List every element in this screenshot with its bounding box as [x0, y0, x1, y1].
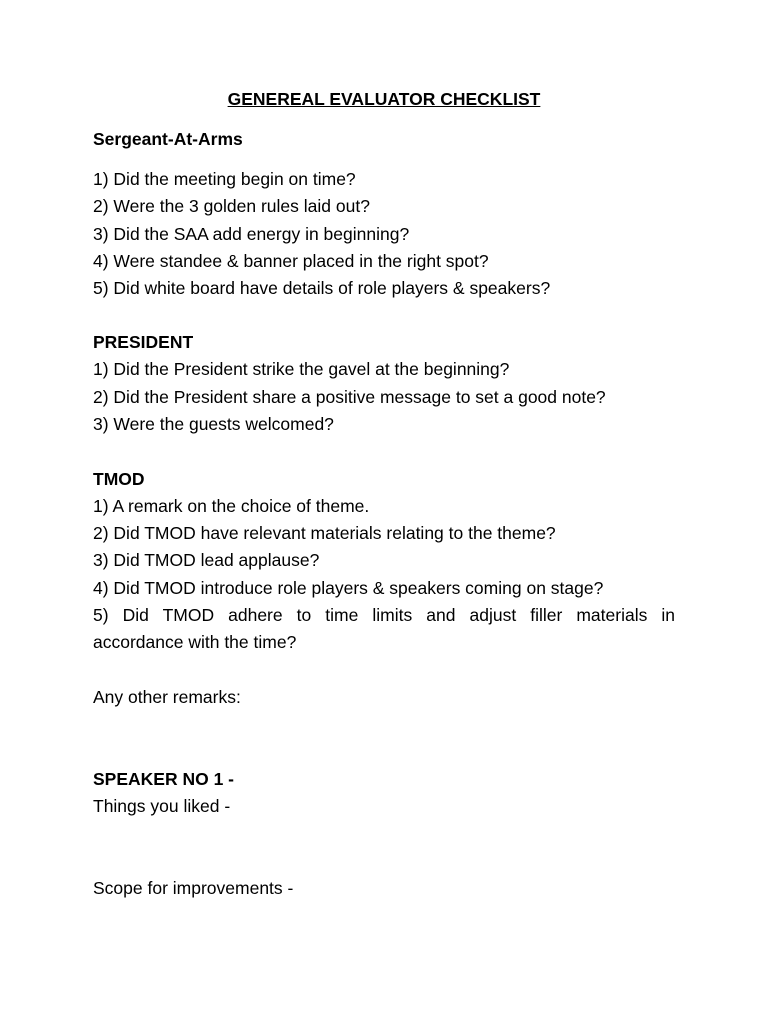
- section-heading-tmod: TMOD: [93, 469, 145, 489]
- speaker-heading: SPEAKER NO 1 -: [93, 769, 234, 789]
- checklist-item: 4) Were standee & banner placed in the right spot?: [93, 251, 489, 271]
- checklist-item: 5) Did TMOD adhere to time limits and adjust filler materials in: [93, 605, 675, 625]
- other-remarks-label: Any other remarks:: [93, 687, 241, 707]
- checklist-item: 4) Did TMOD introduce role players & speakers coming on stage?: [93, 578, 604, 598]
- checklist-item: 3) Were the guests welcomed?: [93, 414, 334, 434]
- checklist-item: 1) A remark on the choice of theme.: [93, 496, 370, 516]
- checklist-item: 5) Did white board have details of role players & speakers?: [93, 278, 551, 298]
- scope-for-improvements-label: Scope for improvements -: [93, 878, 294, 898]
- checklist-item: 2) Did the President share a positive message to set a good note?: [93, 387, 606, 407]
- checklist-item: 3) Did the SAA add energy in beginning?: [93, 224, 410, 244]
- checklist-item: 2) Were the 3 golden rules laid out?: [93, 196, 370, 216]
- things-liked-label: Things you liked -: [93, 796, 231, 816]
- page-title: GENEREAL EVALUATOR CHECKLIST: [227, 89, 541, 109]
- checklist-item: 3) Did TMOD lead applause?: [93, 550, 320, 570]
- checklist-item: 2) Did TMOD have relevant materials relating to the theme?: [93, 523, 556, 543]
- checklist-item: 1) Did the President strike the gavel at the beginning?: [93, 359, 510, 379]
- section-heading-president: PRESIDENT: [93, 332, 194, 352]
- checklist-item: 1) Did the meeting begin on time?: [93, 169, 356, 189]
- section-heading-saa: Sergeant-At-Arms: [93, 129, 243, 149]
- checklist-item-continued: accordance with the time?: [93, 632, 297, 652]
